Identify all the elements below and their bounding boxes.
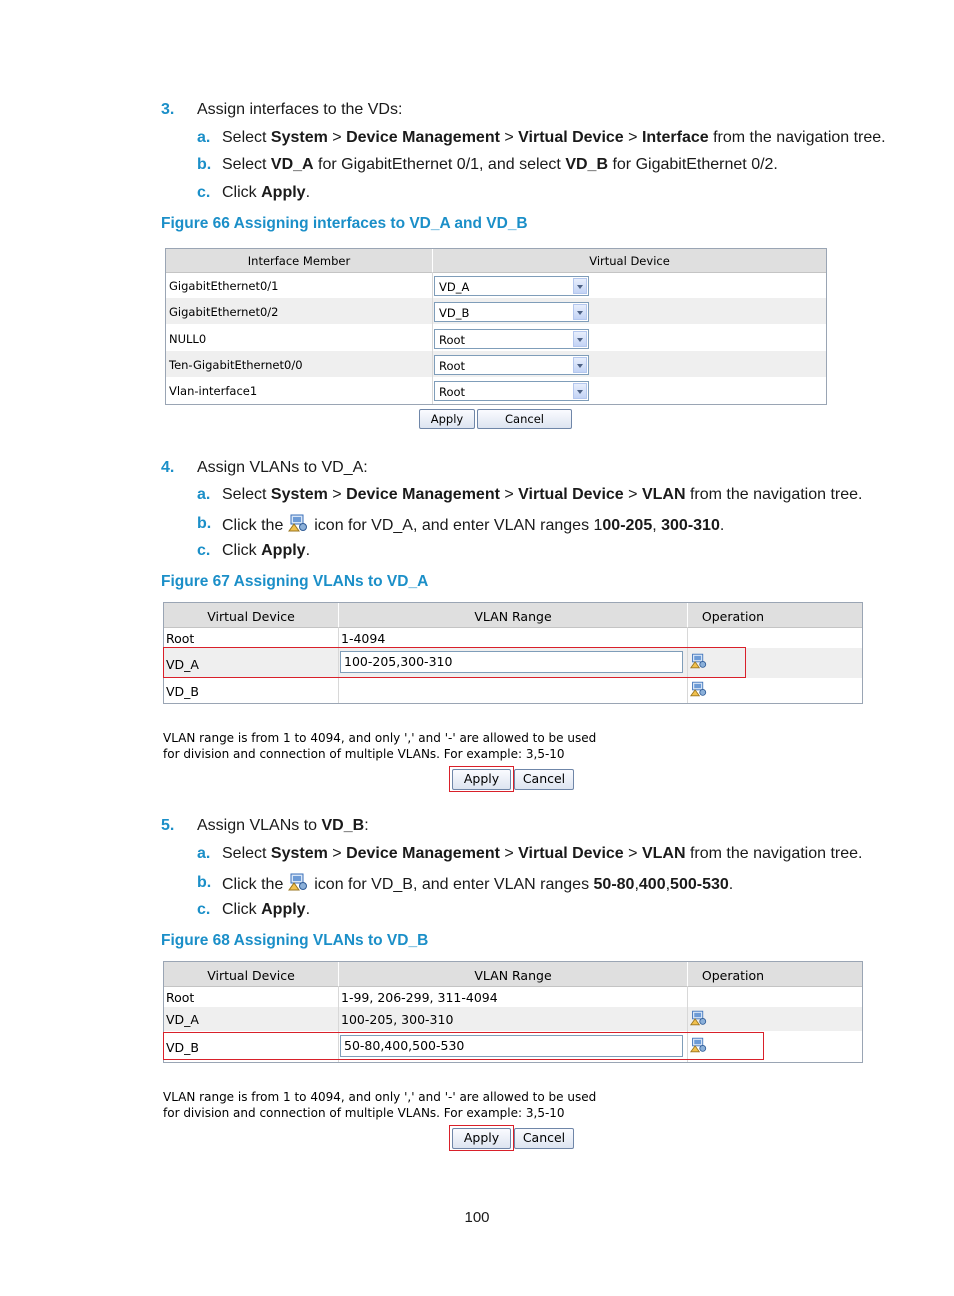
select-value: VD_B: [439, 306, 470, 320]
substep-letter: c.: [197, 901, 211, 918]
table-row: [164, 986, 862, 1007]
cancel-button[interactable]: Cancel: [514, 1128, 574, 1149]
config-icon[interactable]: [690, 1010, 706, 1025]
column-divider: [687, 603, 688, 627]
figure-66-caption: Figure 66 Assigning interfaces to VD_A and VD_B: [161, 215, 528, 232]
substep-letter: b.: [197, 515, 212, 532]
select-value: Root: [439, 359, 466, 373]
page-number: 100: [464, 1209, 490, 1226]
vlan-range-value: 1-99, 206-299, 311-4094: [341, 990, 498, 1005]
vlan-range-note: for division and connection of multiple VLANs. For example: 3,5-10: [163, 747, 565, 761]
highlight-box: [163, 647, 746, 678]
substep-letter: c.: [197, 184, 211, 201]
virtual-device-select[interactable]: [434, 276, 589, 296]
select-value: VD_A: [439, 280, 470, 294]
table-row: [164, 678, 862, 702]
column-header-virtual-device: Virtual Device: [207, 609, 295, 624]
vlan-range-note: VLAN range is from 1 to 4094, and only ',' and '-' are allowed to be used: [163, 1090, 597, 1104]
interface-name: GigabitEthernet0/1: [169, 279, 279, 293]
virtual-device-name: VD_B: [166, 684, 200, 699]
vlan-range-input[interactable]: 50-80,400,500-530: [340, 1035, 683, 1057]
virtual-device-name: Root: [166, 990, 195, 1005]
column-header-operation: Operation: [701, 609, 765, 624]
interface-name: Ten-GigabitEthernet0/0: [169, 358, 303, 372]
step-5: 5.: [161, 817, 175, 834]
column-header-interface-member: Interface Member: [247, 254, 351, 268]
virtual-device-name: VD_B: [166, 1040, 200, 1055]
step-3: [161, 100, 174, 120]
chevron-down-icon[interactable]: [573, 304, 587, 320]
column-divider: [338, 962, 339, 986]
step-number: 3.: [161, 101, 175, 118]
vlan-range-note: for division and connection of multiple VLANs. For example: 3,5-10: [163, 1106, 565, 1120]
substep-3c: Click Apply.: [222, 184, 311, 201]
table-row: [164, 1007, 862, 1031]
config-icon: [288, 873, 310, 889]
virtual-device-name: VD_A: [166, 657, 199, 672]
chevron-down-icon[interactable]: [573, 383, 587, 399]
virtual-device-name: VD_A: [166, 1012, 199, 1027]
config-icon: [288, 514, 310, 530]
virtual-device-select[interactable]: [434, 302, 589, 322]
chevron-down-icon[interactable]: [573, 357, 587, 373]
column-divider: [432, 272, 433, 404]
highlight-box: [449, 766, 514, 792]
vlan-range-value: 100-205, 300-310: [341, 1012, 454, 1027]
substep-letter: a.: [197, 486, 211, 503]
table-row: [164, 627, 862, 648]
column-header-vlan-range: VLAN Range: [474, 609, 552, 624]
highlight-box: [163, 1032, 764, 1060]
interface-name: NULL0: [169, 332, 207, 346]
apply-button[interactable]: Apply: [419, 409, 475, 429]
figure-68-caption: Figure 68 Assigning VLANs to VD_B: [161, 932, 429, 949]
substep-5c: Click Apply.: [222, 901, 311, 918]
virtual-device-name: Root: [166, 631, 195, 646]
virtual-device-select[interactable]: [434, 381, 589, 401]
step-5-text: Assign VLANs to VD_B:: [197, 817, 369, 834]
cancel-button[interactable]: Cancel: [514, 769, 574, 790]
substep-letter: c.: [197, 542, 211, 559]
column-divider: [687, 962, 688, 986]
select-value: Root: [439, 333, 466, 347]
substep-4a: Select System > Device Management > Virtual Device > VLAN from the navigation tree.: [222, 486, 863, 503]
vlan-range-input[interactable]: 100-205,300-310: [340, 651, 683, 673]
apply-button[interactable]: Apply: [452, 1128, 511, 1149]
highlight-box: [449, 1125, 514, 1151]
substep-5a: Select System > Device Management > Virtual Device > VLAN from the navigation tree.: [222, 845, 863, 862]
chevron-down-icon[interactable]: [573, 278, 587, 294]
substep-4c: Click Apply.: [222, 542, 311, 559]
substep-letter: b.: [197, 156, 212, 173]
vlan-range-note: VLAN range is from 1 to 4094, and only ',' and '-' are allowed to be used: [163, 731, 597, 745]
interface-name: GigabitEthernet0/2: [169, 305, 279, 319]
substep-4b: Click the icon for VD_A, and enter VLAN ranges 100-205, 300-310.: [222, 514, 724, 536]
step-3-text: Assign interfaces to the VDs:: [197, 101, 403, 118]
virtual-device-select[interactable]: [434, 329, 589, 349]
substep-letter: a.: [197, 845, 211, 862]
substep-letter: a.: [197, 129, 211, 146]
chevron-down-icon[interactable]: [573, 331, 587, 347]
column-header-vlan-range: VLAN Range: [474, 968, 552, 983]
column-header-virtual-device: Virtual Device: [207, 968, 295, 983]
apply-button[interactable]: Apply: [452, 769, 511, 790]
column-header-operation: Operation: [701, 968, 765, 983]
substep-letter: b.: [197, 874, 212, 891]
cancel-button[interactable]: Cancel: [477, 409, 572, 429]
select-value: Root: [439, 385, 466, 399]
step-4: 4.: [161, 459, 175, 476]
column-header-virtual-device: Virtual Device: [589, 254, 670, 268]
virtual-device-select[interactable]: [434, 355, 589, 375]
substep-3b: Select VD_A for GigabitEthernet 0/1, and select VD_B for GigabitEthernet 0/2.: [222, 156, 778, 173]
figure-67-caption: Figure 67 Assigning VLANs to VD_A: [161, 573, 429, 590]
substep-5b: Click the icon for VD_B, and enter VLAN ranges 50-80,400,500-530.: [222, 873, 733, 895]
interface-assignment-table: [165, 248, 827, 405]
config-icon[interactable]: [690, 681, 706, 696]
step-4-text: Assign VLANs to VD_A:: [197, 459, 368, 476]
vlan-range-value: 1-4094: [341, 631, 386, 646]
interface-name: Vlan-interface1: [169, 384, 258, 398]
column-divider: [338, 603, 339, 627]
substep-3a: Select System > Device Management > Virtual Device > Interface from the navigation tree.: [222, 129, 886, 146]
